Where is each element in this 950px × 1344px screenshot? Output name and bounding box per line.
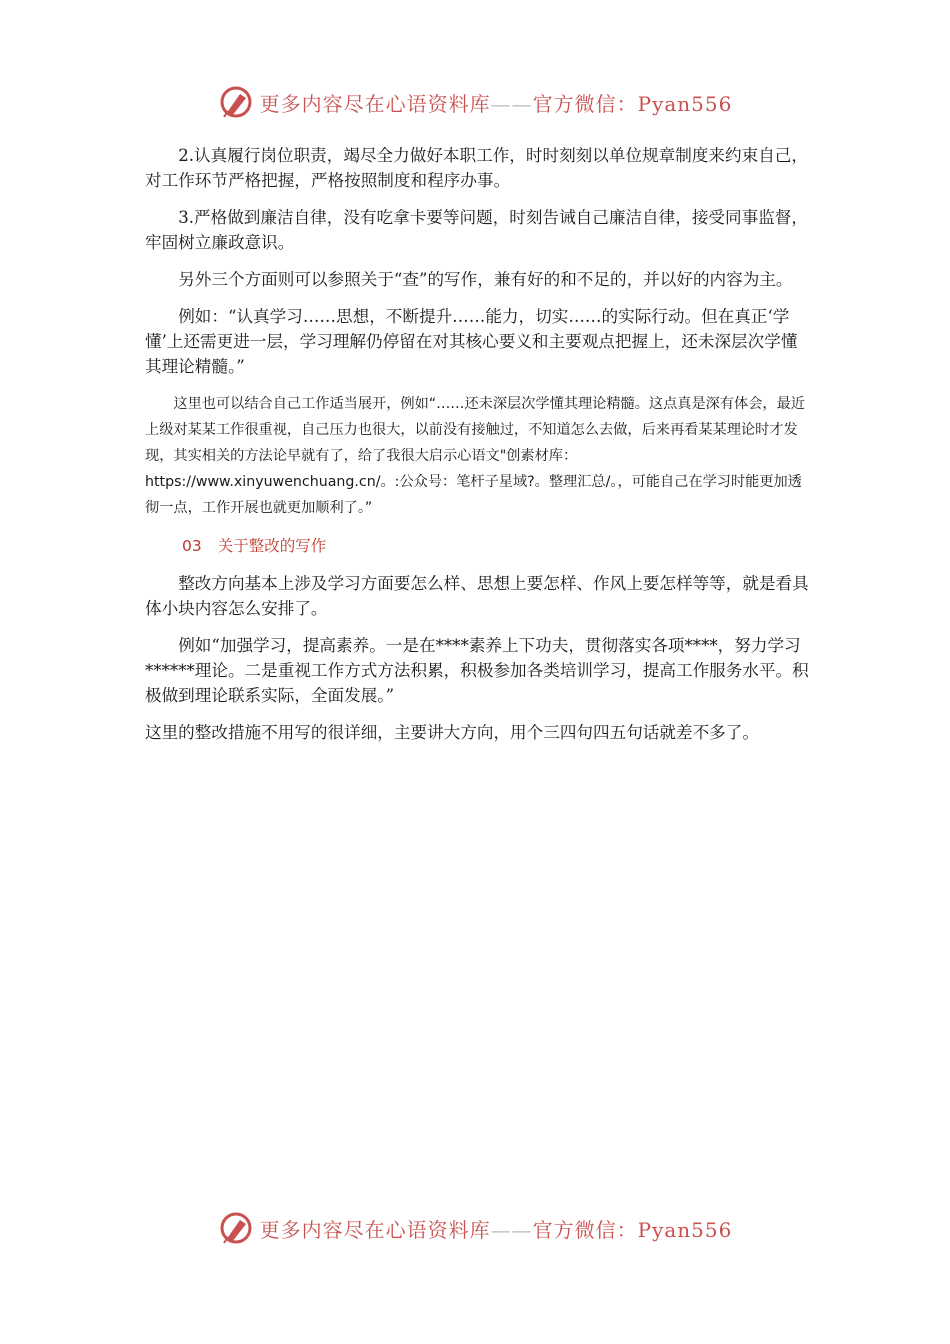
banner-text: 更多内容尽在心语资料库——官方微信：Pyan556 xyxy=(259,1217,733,1242)
document-body xyxy=(145,143,810,757)
paragraph-1: 2.认真履行岗位职责，竭尽全力做好本职工作，时时刻刻以单位规章制度来约束自己，对工作环节严格把握，严格按照制度和程序办事。 xyxy=(145,146,808,190)
paragraph-6: 整改方向基本上涉及学习方面要怎么样、思想上要怎样、作风上要怎样等等，就是看具体小块内容怎么安排了。 xyxy=(145,574,809,618)
paragraph-8: 这里的整改措施不用写的很详细，主要讲大方向，用个三四句四五句话就差不多了。 xyxy=(145,723,759,742)
banner-text: 更多内容尽在心语资料库——官方微信：Pyan556 xyxy=(259,91,733,116)
section-number: 03 xyxy=(182,537,202,555)
header-banner xyxy=(0,84,950,120)
pen-nib-logo-icon xyxy=(218,84,254,120)
paragraph-4: 例如：“认真学习……思想，不断提升……能力，切实……的实际行动。但在真正‘学懂’上还需更进一层，学习理解仍停留在对其核心要义和主要观点把握上，还未深层次学懂其理论精髓。” xyxy=(145,307,798,376)
paragraph-3: 另外三个方面则可以参照关于“查”的写作，兼有好的和不足的，并以好的内容为主。 xyxy=(178,270,793,289)
paragraph-5: 这里也可以结合自己工作适当展开，例如“……还未深层次学懂其理论精髓。这点真是深有体会，最近上级对某某工作很重视，自己压力也很大，以前没有接触过，不知道怎么去做，后来再看某某理论时才发现，其实相关的方法论早就有了，给了我很大启示心语文"创素材库：https://www.xinyuwenchuang.cn/。:公众号：笔杆子星域?。整理汇总/。，可能自己在学习时能更加透彻一点，工作开展也就更加顺利了。” xyxy=(145,396,805,516)
paragraph-7: 例如“加强学习，提高素养。一是在****素养上下功夫，贯彻落实各项****，努力学习******理论。二是重视工作方式方法积累，积极参加各类培训学习，提高工作服务水平。积极做到理论联系实际，全面发展。” xyxy=(145,636,809,705)
pen-nib-logo-icon xyxy=(218,1210,254,1246)
footer-banner xyxy=(0,1210,950,1246)
paragraph-2: 3.严格做到廉洁自律，没有吃拿卡要等问题，时刻告诫自己廉洁自律，接受同事监督，牢固树立廉政意识。 xyxy=(145,208,808,252)
section-title: 关于整改的写作 xyxy=(217,537,327,555)
section-heading xyxy=(145,533,810,559)
